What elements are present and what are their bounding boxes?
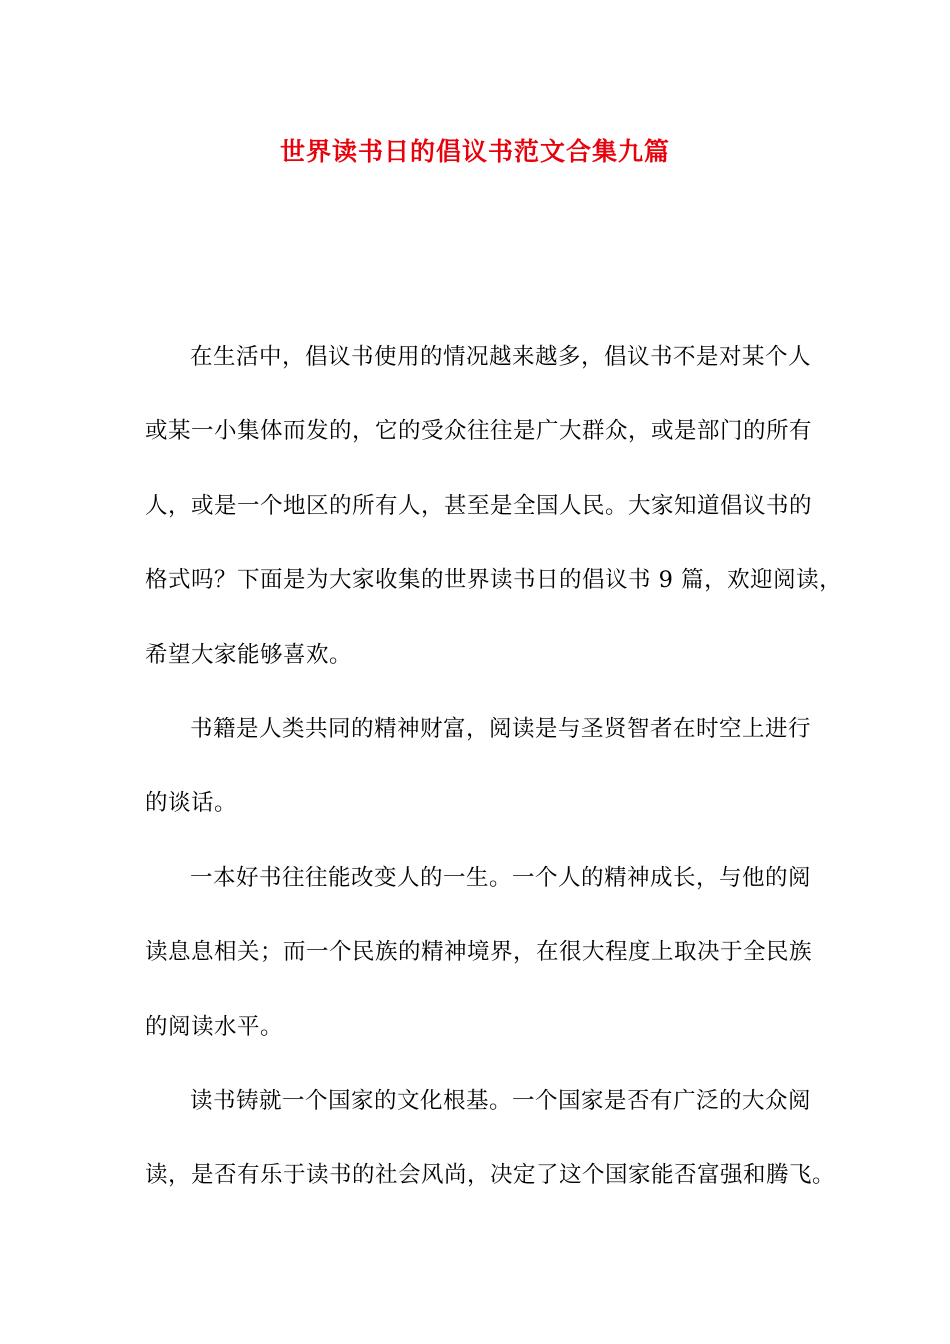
text-line: 的谈话。 (145, 790, 238, 817)
text-line: 或某一小集体而发的，它的受众往往是广大群众，或是部门的所有 (145, 418, 813, 445)
text-line: 读书铸就一个国家的文化根基。一个国家是否有广泛的大众阅 (190, 1088, 812, 1115)
text-line: 人，或是一个地区的所有人，甚至是全国人民。大家知道倡议书的 (145, 492, 813, 519)
text-line: 在生活中，倡议书使用的情况越来越多，倡议书不是对某个人 (190, 344, 812, 370)
text-line: 的阅读水平。 (145, 1013, 284, 1040)
paragraph-cultural-foundation (145, 1064, 836, 1213)
text-line: 希望大家能够喜欢。 (145, 641, 353, 668)
text-line: 读息息相关；而一个民族的精神境界，在很大程度上取决于全民族 (145, 939, 813, 966)
text-line: 格式吗？下面是为大家收集的世界读书日的倡议书 9 篇，欢迎阅读， (145, 567, 843, 594)
paragraph-intro (145, 320, 843, 692)
document-title: 世界读书日的倡议书范文合集九篇 (279, 137, 670, 166)
text-line: 读，是否有乐于读书的社会风尚，决定了这个国家能否富强和腾飞。 (145, 1162, 836, 1189)
paragraph-books-wealth (145, 692, 813, 841)
text-line: 一本好书往往能改变人的一生。一个人的精神成长，与他的阅 (190, 864, 812, 891)
paragraph-good-book (145, 841, 813, 1064)
text-line: 书籍是人类共同的精神财富，阅读是与圣贤智者在时空上进行 (190, 716, 812, 743)
document-body (145, 320, 843, 1213)
